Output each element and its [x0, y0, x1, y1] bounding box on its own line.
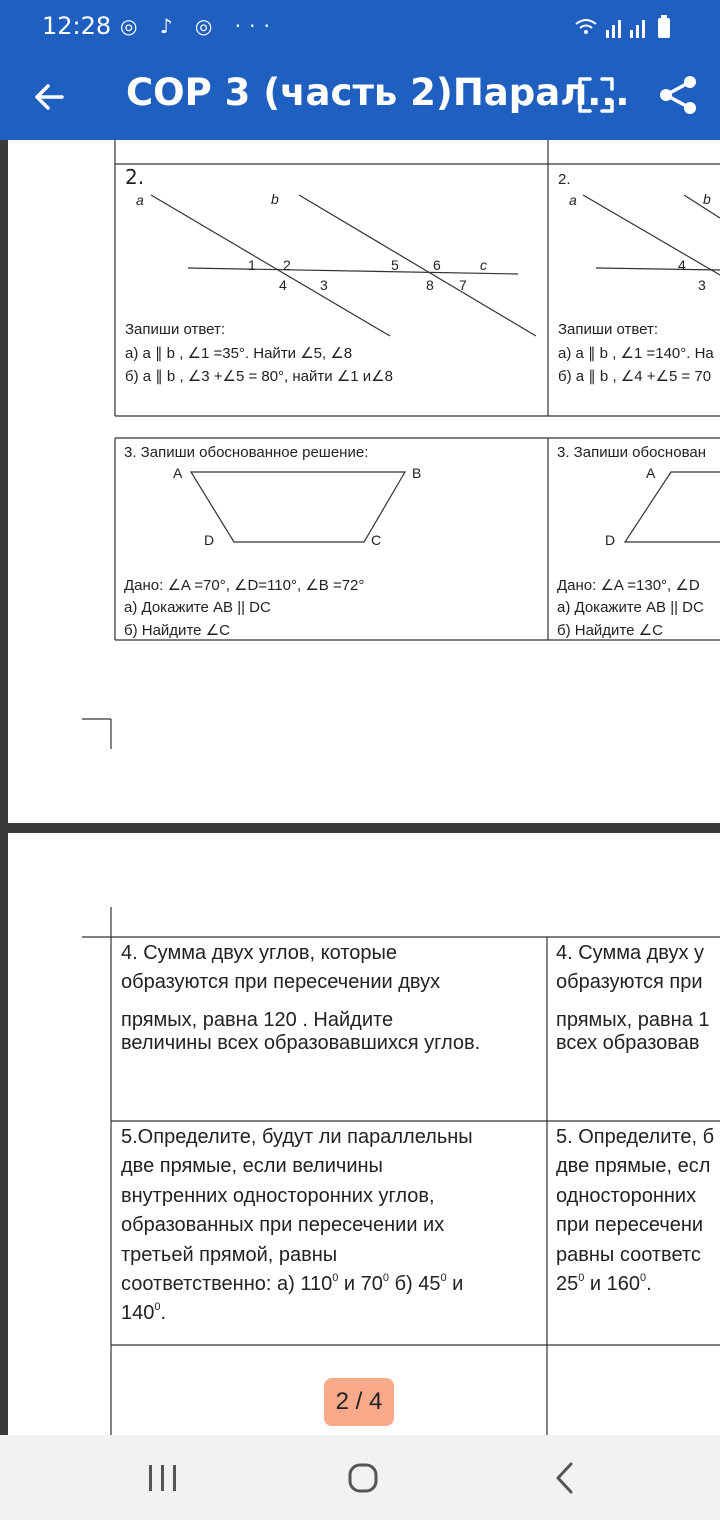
task5-line-4: образованных при пересечении их — [121, 1214, 445, 1236]
right-vertex-a: A — [646, 465, 656, 481]
label-angle-4: 4 — [279, 277, 287, 293]
task4-right-line-2: образуются при — [556, 971, 703, 993]
label-angle-8: 8 — [426, 277, 434, 293]
page-1-content — [8, 140, 720, 823]
label-angle-1: 1 — [248, 257, 256, 273]
task5-right — [556, 1126, 714, 1295]
task5-right-line-2: две прямые, есл — [556, 1155, 711, 1177]
task4-line-1: 4. Сумма двух углов, которые — [121, 942, 397, 964]
recent-apps-icon[interactable] — [138, 1455, 188, 1501]
task3-right-heading: 3. Запиши обоснован — [557, 444, 706, 461]
task4-right-line-1: 4. Сумма двух у — [556, 942, 705, 964]
task5-line-3: внутренних односторонних углов, — [121, 1185, 435, 1207]
label-line-b: b — [271, 191, 279, 207]
label-angle-3: 3 — [320, 277, 328, 293]
label-line-a: a — [136, 192, 144, 208]
document-title: СОР 3 (часть 2)Парал... — [126, 71, 630, 114]
task4-line-3: прямых, равна 120 . Найдите — [121, 1009, 394, 1031]
home-icon[interactable] — [338, 1455, 388, 1501]
task5-right-line-6: $25^0$ и $160^0$. — [556, 1272, 652, 1295]
task4-line-2: образуются при пересечении двух — [121, 971, 441, 993]
right-label-a: a — [569, 192, 577, 208]
task3-given: Дано: ∠A =70°, ∠D=110°, ∠B =72° — [124, 577, 365, 594]
task2-right-part-b: б) a ∥ b , ∠4 +∠5 = 70 — [558, 368, 712, 385]
task5-line-6: соответственно: а) $110^0$ и $70^0$ б) $45^0$ и — [121, 1272, 464, 1295]
task3-right-part-b: б) Найдите ∠C — [557, 622, 663, 639]
task3-right-part-a: а) Докажите AB || DC — [557, 599, 704, 616]
notification-icons: ◎ ♪ ◎ ··· — [120, 14, 278, 38]
task3-heading: 3. Запиши обоснованное решение: — [124, 444, 369, 461]
page-2-content — [8, 833, 720, 1443]
label-line-c: c — [480, 257, 487, 273]
task5-right-line-4: при пересечени — [556, 1214, 704, 1236]
vertex-a: A — [173, 465, 183, 481]
status-time: 12:28 — [42, 12, 112, 40]
right-vertex-d: D — [605, 532, 616, 548]
share-icon[interactable] — [656, 73, 700, 117]
task5-left — [121, 1126, 473, 1324]
task4-left — [121, 942, 480, 1054]
label-angle-2: 2 — [283, 257, 291, 273]
label-angle-6: 6 — [433, 257, 441, 273]
task5-line-7: $140^0$. — [121, 1301, 167, 1324]
task2-right-answer-label: Запиши ответ: — [558, 321, 659, 338]
vertex-b: B — [412, 465, 422, 481]
task4-right-line-3: прямых, равна 1 — [556, 1009, 710, 1031]
task3-part-b: б) Найдите ∠C — [124, 622, 230, 639]
task5-right-line-1: 5. Определите, б — [556, 1126, 715, 1148]
right-label-3: 3 — [698, 277, 706, 293]
right-label-b: b — [703, 191, 711, 207]
task2-part-a: а) a ∥ b , ∠1 =35°. Найти ∠5, ∠8 — [125, 345, 353, 362]
vertex-d: D — [204, 532, 215, 548]
task3-part-a: а) Докажите AB || DC — [124, 599, 271, 616]
task4-line-4: величины всех образовавшихся углов. — [121, 1032, 481, 1054]
back-nav-icon[interactable] — [540, 1455, 590, 1501]
label-angle-7: 7 — [459, 277, 467, 293]
task4-right — [556, 942, 710, 1054]
page-indicator: 2 / 4 — [324, 1378, 394, 1426]
app-bar — [0, 55, 720, 140]
task2-answer-label: Запиши ответ: — [125, 321, 226, 338]
page-2 — [8, 833, 720, 1443]
task2-number: 2. — [125, 165, 145, 189]
task2-right-number: 2. — [558, 171, 571, 188]
task5-line-1: 5.Определите, будут ли параллельны — [121, 1126, 473, 1148]
label-angle-5: 5 — [391, 257, 399, 273]
vertex-c: C — [371, 532, 382, 548]
status-bar — [0, 0, 720, 55]
task5-right-line-3: односторонних — [556, 1185, 697, 1207]
task4-right-line-4: всех образовав — [556, 1032, 700, 1054]
back-arrow-icon[interactable] — [28, 75, 72, 119]
fullscreen-icon[interactable] — [574, 73, 618, 117]
task2-right-part-a: а) a ∥ b , ∠1 =140°. На — [558, 345, 714, 362]
parallelogram-shape — [625, 472, 720, 542]
signal-battery-icons — [570, 12, 680, 42]
task5-line-2: две прямые, если величины — [121, 1155, 383, 1177]
task2-part-b: б) a ∥ b , ∠3 +∠5 = 80°, найти ∠1 и∠8 — [125, 368, 393, 385]
document-viewer[interactable] — [0, 140, 720, 1435]
task3-right-given: Дано: ∠A =130°, ∠D — [557, 577, 700, 594]
task5-right-line-5: равны соответс — [556, 1244, 701, 1266]
system-nav-bar — [0, 1435, 720, 1520]
right-label-4: 4 — [678, 257, 686, 273]
task5-line-5: третьей прямой, равны — [121, 1244, 338, 1266]
page-1 — [8, 140, 720, 823]
